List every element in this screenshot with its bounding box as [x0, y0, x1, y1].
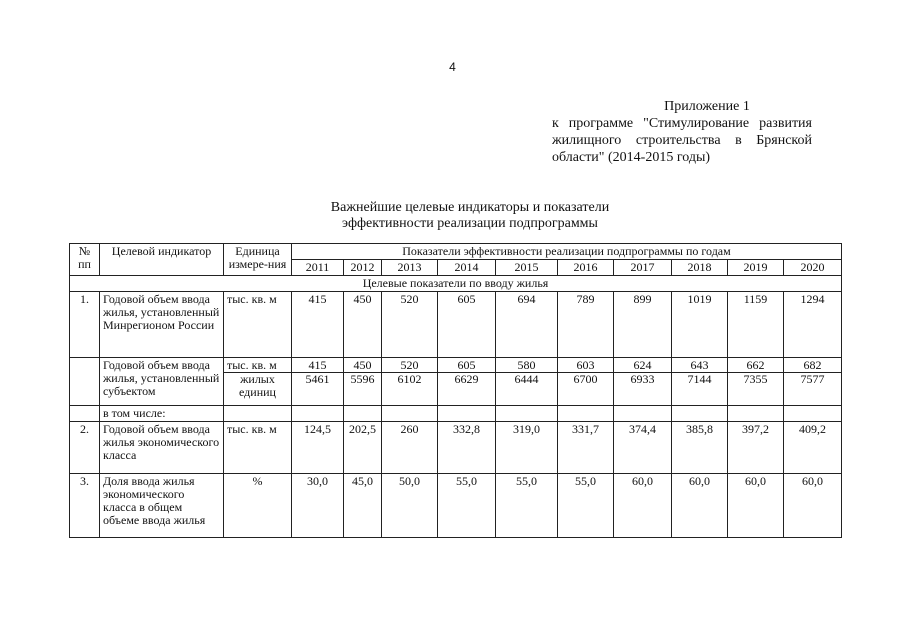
row-value: 45,0 [344, 474, 382, 538]
subhead-label: в том числе: [100, 406, 224, 422]
row-unit: % [224, 474, 292, 538]
row-indicator: Годовой объем ввода жилья, установленный Минрегионом России [100, 292, 224, 358]
appendix-line: области" (2014-2015 годы) [552, 150, 711, 165]
row-value: 662 [746, 358, 765, 372]
row-unit-primary: тыс. кв. м [227, 358, 277, 372]
document-title-line: Важнейшие целевые индикаторы и показатели [330, 200, 610, 215]
header-row [70, 244, 842, 260]
subhead-unit [224, 406, 292, 422]
row-value: 55,0 [558, 474, 614, 538]
page-number: 4 [449, 60, 456, 74]
subhead-cell [614, 406, 672, 422]
header-unit: Единица измере-ния [224, 244, 292, 276]
table-row [70, 292, 842, 358]
subhead-cell [558, 406, 614, 422]
row-unit [224, 358, 292, 406]
row-value: 7355 [728, 372, 783, 386]
row-value: 260 [382, 422, 438, 474]
indicators-table [69, 243, 842, 538]
row-value: 7577 [784, 372, 841, 386]
row-value: 6444 [496, 372, 557, 386]
row-value: 202,5 [344, 422, 382, 474]
row-value: 450 [353, 358, 372, 372]
row-value: 789 [558, 292, 614, 358]
row-value: 55,0 [438, 474, 496, 538]
row-value: 643 [690, 358, 709, 372]
row-value: 124,5 [292, 422, 344, 474]
subhead-cell [344, 406, 382, 422]
row-value-pair [382, 358, 438, 406]
row-value-pair [784, 358, 842, 406]
row-num [70, 358, 100, 406]
row-value: 520 [382, 292, 438, 358]
header-indicator: Целевой индикатор [100, 244, 224, 276]
section-heading: Целевые показатели по вводу жилья [70, 276, 842, 292]
row-value: 60,0 [672, 474, 728, 538]
row-value: 605 [438, 292, 496, 358]
appendix-title: Приложение 1 [664, 99, 750, 114]
row-num: 2. [70, 422, 100, 474]
header-group: Показатели эффективности реализации подпрограммы по годам [292, 244, 842, 260]
row-value-pair [496, 358, 558, 406]
row-value: 624 [633, 358, 652, 372]
table-row [70, 422, 842, 474]
document-title-line: эффективности реализации подпрограммы [342, 216, 598, 231]
row-num: 3. [70, 474, 100, 538]
appendix-line: жилищного строительства в Брянской [552, 133, 812, 148]
row-value: 682 [803, 358, 822, 372]
row-unit-secondary: жилых единиц [224, 372, 291, 399]
row-value: 694 [496, 292, 558, 358]
row-value: 60,0 [614, 474, 672, 538]
subhead-num [70, 406, 100, 422]
subhead-cell [672, 406, 728, 422]
row-value: 6700 [558, 372, 613, 386]
subhead-cell [292, 406, 344, 422]
row-value: 30,0 [292, 474, 344, 538]
row-value: 60,0 [784, 474, 842, 538]
row-value: 385,8 [672, 422, 728, 474]
row-value: 50,0 [382, 474, 438, 538]
table-row [70, 358, 842, 406]
row-value-pair [344, 358, 382, 406]
header-year: 2020 [784, 260, 842, 276]
header-year: 2011 [292, 260, 344, 276]
appendix-block [552, 98, 812, 166]
row-value: 60,0 [728, 474, 784, 538]
header-year: 2017 [614, 260, 672, 276]
row-value: 603 [576, 358, 595, 372]
row-value-pair [672, 358, 728, 406]
header-year: 2019 [728, 260, 784, 276]
row-indicator: Годовой объем ввода жилья экономического класса [100, 422, 224, 474]
subhead-cell [438, 406, 496, 422]
row-value: 6629 [438, 372, 495, 386]
row-value: 580 [517, 358, 536, 372]
row-unit: тыс. кв. м [224, 422, 292, 474]
row-value: 332,8 [438, 422, 496, 474]
row-value-pair [558, 358, 614, 406]
row-value: 1019 [672, 292, 728, 358]
subhead-cell [496, 406, 558, 422]
row-value: 6933 [614, 372, 671, 386]
section-row [70, 276, 842, 292]
row-value-pair [438, 358, 496, 406]
row-value: 415 [292, 292, 344, 358]
header-year: 2013 [382, 260, 438, 276]
row-value: 5596 [344, 372, 381, 386]
row-value: 319,0 [496, 422, 558, 474]
row-value: 7144 [672, 372, 727, 386]
row-value: 1294 [784, 292, 842, 358]
row-unit: тыс. кв. м [224, 292, 292, 358]
row-value: 331,7 [558, 422, 614, 474]
header-year: 2015 [496, 260, 558, 276]
row-indicator: Доля ввода жилья экономического класса в общем объеме ввода жилья [100, 474, 224, 538]
subhead-row [70, 406, 842, 422]
row-value-pair [292, 358, 344, 406]
row-value: 415 [308, 358, 327, 372]
row-value: 374,4 [614, 422, 672, 474]
header-year: 2012 [344, 260, 382, 276]
header-year: 2014 [438, 260, 496, 276]
row-value: 605 [457, 358, 476, 372]
row-value-pair [728, 358, 784, 406]
row-value: 899 [614, 292, 672, 358]
row-value-pair [614, 358, 672, 406]
row-value: 1159 [728, 292, 784, 358]
header-year: 2016 [558, 260, 614, 276]
row-value: 409,2 [784, 422, 842, 474]
row-value: 5461 [292, 372, 343, 386]
table-row [70, 474, 842, 538]
row-value: 55,0 [496, 474, 558, 538]
header-num: № пп [70, 244, 100, 276]
row-value: 397,2 [728, 422, 784, 474]
row-num: 1. [70, 292, 100, 358]
row-value: 6102 [382, 372, 437, 386]
row-value: 520 [400, 358, 419, 372]
subhead-cell [728, 406, 784, 422]
header-year: 2018 [672, 260, 728, 276]
row-value: 450 [344, 292, 382, 358]
appendix-line: к программе "Стимулирование развития [552, 116, 812, 131]
subhead-cell [382, 406, 438, 422]
subhead-cell [784, 406, 842, 422]
document-title [300, 200, 640, 232]
row-indicator: Годовой объем ввода жилья, установленный субъектом [100, 358, 224, 406]
